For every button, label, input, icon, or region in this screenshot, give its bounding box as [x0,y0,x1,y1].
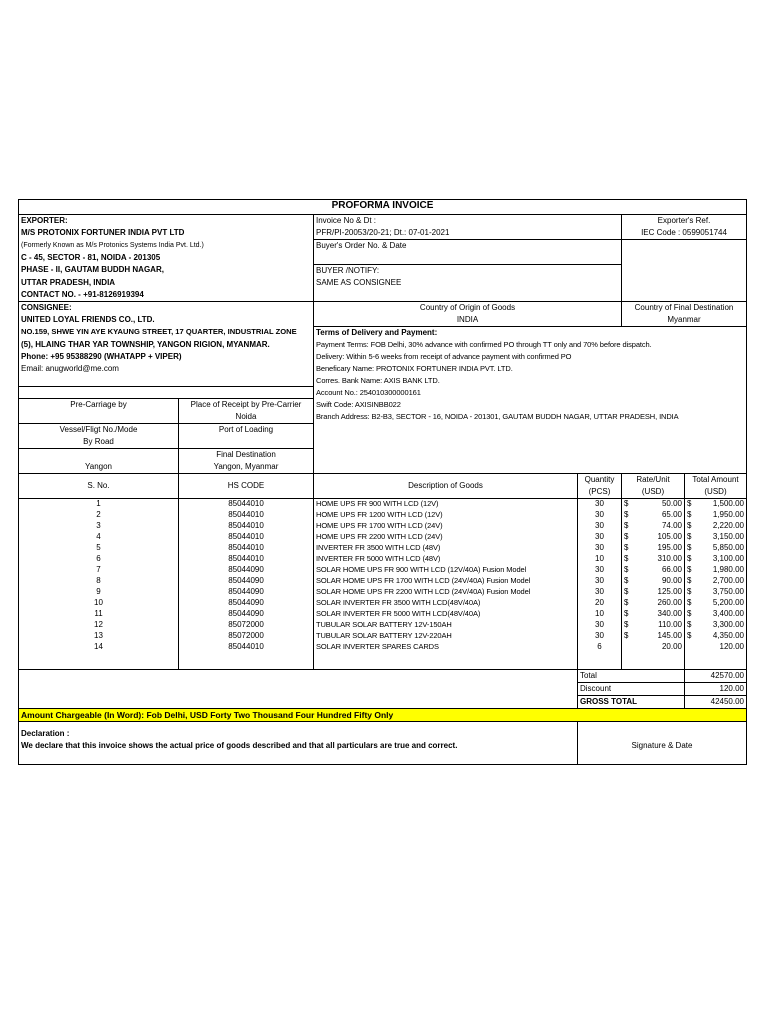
item-description: HOME UPS FR 1700 WITH LCD (24V) [314,521,578,532]
bank-name: Corres. Bank Name: AXIS BANK LTD. [314,375,747,387]
item-amount: $ 1,980.00 [685,565,747,576]
item-hs-code: 85044090 [179,609,314,620]
item-rate: $ 125.00 [622,587,685,598]
account-number: Account No.: 254010300000161 [314,387,747,399]
item-amount: $ 5,200.00 [685,598,747,609]
exporter-ref-label: Exporter's Ref. [622,215,747,228]
item-rate: $ 74.00 [622,521,685,532]
item-quantity: 30 [578,510,622,521]
origin-value: INDIA [314,314,622,327]
proforma-invoice-sheet [18,199,746,765]
item-hs-code: 85072000 [179,631,314,642]
table-row [19,532,747,543]
column-header-rate: Rate/Unit [622,474,685,487]
currency-symbol: $ [687,499,692,508]
table-row [19,565,747,576]
item-quantity: 30 [578,499,622,511]
destination-value: Myanmar [622,314,747,327]
table-row [19,521,747,532]
branch-address: Branch Address: B2-B3, SECTOR - 16, NOIDA - 201301, GAUTAM BUDDH NAGAR, UTTAR PRADESH, INDIA [314,411,747,424]
column-header-rate-unit: (USD) [622,486,685,499]
item-amount: $ 3,300.00 [685,620,747,631]
item-amount: $ 3,100.00 [685,554,747,565]
item-hs-code: 85044010 [179,510,314,521]
consignee-address-1: NO.159, SHWE YIN AYE KYAUNG STREET, 17 QUARTER, INDUSTRIAL ZONE [19,326,314,339]
item-description: SOLAR INVERTER FR 5000 WITH LCD(48V/40A) [314,609,578,620]
exporter-contact: CONTACT NO. - +91-8126919394 [19,289,314,302]
column-header-sno: S. No. [19,474,179,499]
item-rate: $ 65.00 [622,510,685,521]
declaration-text: We declare that this invoice shows the actual price of goods described and that all particulars are true and correct. [19,740,578,752]
item-sno: 11 [19,609,179,620]
buyer-notify-value: SAME AS CONSIGNEE [314,277,622,289]
buyer-order-label: Buyer's Order No. & Date [314,240,622,253]
exporter-heading: EXPORTER: [19,215,314,228]
item-rate: $ 90.00 [622,576,685,587]
item-sno: 1 [19,499,179,511]
item-quantity: 30 [578,532,622,543]
item-rate: $ 50.00 [622,499,685,511]
column-header-quantity-unit: (PCS) [578,486,622,499]
table-row [19,576,747,587]
invoice-table [18,199,747,765]
final-destination-value: Yangon, Myanmar [179,461,314,474]
document-title: PROFORMA INVOICE [19,200,747,215]
total-label: Total [578,670,685,683]
item-hs-code: 85044010 [179,532,314,543]
item-sno: 6 [19,554,179,565]
item-hs-code: 85044090 [179,565,314,576]
payment-terms: Payment Terms: FOB Delhi, 30% advance with confirmed PO through TT only and 70% before dispatch. [314,339,747,351]
item-hs-code: 85044010 [179,543,314,554]
item-amount: $ 4,350.00 [685,631,747,642]
item-rows [19,499,747,654]
item-quantity: 20 [578,598,622,609]
discount-label: Discount [578,683,685,696]
item-sno: 13 [19,631,179,642]
item-hs-code: 85044010 [179,554,314,565]
currency-symbol: $ [624,499,629,508]
item-quantity: 30 [578,631,622,642]
item-rate: $ 260.00 [622,598,685,609]
buyer-order-value [314,252,622,264]
table-row [19,620,747,631]
item-hs-code: 85044090 [179,598,314,609]
item-hs-code: 85044010 [179,642,314,653]
buyer-notify-label: BUYER /NOTIFY: [314,264,622,277]
invoice-label: Invoice No & Dt : [314,215,622,228]
gross-total-value: 42450.00 [685,696,747,709]
invoice-number: PFR/PI-20053/20-21; Dt.: 07-01-2021 [314,227,622,240]
item-rate: $ 110.00 [622,620,685,631]
vessel-label: Vessel/Fligt No./Mode [19,424,179,437]
column-header-hs: HS CODE [179,474,314,499]
table-row [19,587,747,598]
table-row [19,510,747,521]
item-sno: 8 [19,576,179,587]
item-sno: 2 [19,510,179,521]
item-description: TUBULAR SOLAR BATTERY 12V-220AH [314,631,578,642]
item-rate: $ 105.00 [622,532,685,543]
destination-label: Country of Final Destination [622,301,747,314]
item-quantity: 30 [578,565,622,576]
column-header-description: Description of Goods [314,474,578,499]
item-sno: 14 [19,642,179,653]
item-rate: $ 145.00 [622,631,685,642]
gross-total-label: GROSS TOTAL [578,696,685,709]
item-amount: $ 1,950.00 [685,510,747,521]
item-quantity: 30 [578,576,622,587]
exporter-address-3: UTTAR PRADESH, INDIA [19,277,314,289]
item-amount: $ 2,220.00 [685,521,747,532]
item-description: SOLAR INVERTER SPARES CARDS [314,642,578,653]
table-row [19,499,747,511]
item-description: INVERTER FR 3500 WITH LCD (48V) [314,543,578,554]
item-rate: $ 195.00 [622,543,685,554]
item-quantity: 30 [578,587,622,598]
column-header-quantity: Quantity [578,474,622,487]
origin-label: Country of Origin of Goods [314,301,622,314]
item-hs-code: 85044090 [179,587,314,598]
delivery-terms: Delivery: Within 5-6 weeks from receipt of advance payment with confirmed PO [314,351,747,363]
total-value: 42570.00 [685,670,747,683]
table-row [19,642,747,653]
table-row [19,609,747,620]
item-description: INVERTER FR 5000 WITH LCD (48V) [314,554,578,565]
exporter-name: M/S PROTONIX FORTUNER INDIA PVT LTD [19,227,314,240]
table-row [19,598,747,609]
exporter-former-name: (Formerly Known as M/s Protonics Systems India Pvt. Ltd.) [19,240,314,253]
item-amount: $ 2,700.00 [685,576,747,587]
item-description: TUBULAR SOLAR BATTERY 12V-150AH [314,620,578,631]
item-amount: $ 5,850.00 [685,543,747,554]
item-rate: $ 310.00 [622,554,685,565]
item-hs-code: 85072000 [179,620,314,631]
item-hs-code: 85044010 [179,521,314,532]
item-rate: $ 66.00 [622,565,685,576]
item-description: SOLAR INVERTER FR 3500 WITH LCD(48V/40A) [314,598,578,609]
item-amount: 120.00 [685,642,747,653]
item-description: SOLAR HOME UPS FR 1700 WITH LCD (24V/40A) Fusion Model [314,576,578,587]
table-row [19,543,747,554]
column-header-amount: Total Amount [685,474,747,487]
table-row [19,631,747,642]
item-description: SOLAR HOME UPS FR 2200 WITH LCD (24V/40A) Fusion Model [314,587,578,598]
column-header-amount-unit: (USD) [685,486,747,499]
item-sno: 10 [19,598,179,609]
item-description: HOME UPS FR 1200 WITH LCD (12V) [314,510,578,521]
exporter-address-2: PHASE - II, GAUTAM BUDDH NAGAR, [19,264,314,277]
consignee-address-2: (5), HLAING THAR YAR TOWNSHIP, YANGON RIGION, MYANMAR. [19,339,314,351]
item-sno: 5 [19,543,179,554]
item-sno: 12 [19,620,179,631]
item-sno: 7 [19,565,179,576]
item-quantity: 30 [578,521,622,532]
item-sno: 3 [19,521,179,532]
item-amount: $ 3,750.00 [685,587,747,598]
final-destination-label: Final Destination [179,449,314,462]
consignee-name: UNITED LOYAL FRIENDS CO., LTD. [19,314,314,327]
item-rate: $ 340.00 [622,609,685,620]
discount-value: 120.00 [685,683,747,696]
item-amount: $ 3,150.00 [685,532,747,543]
declaration-heading: Declaration : [19,728,578,740]
item-sno: 4 [19,532,179,543]
table-row [19,554,747,565]
item-description: SOLAR HOME UPS FR 900 WITH LCD (12V/40A) Fusion Model [314,565,578,576]
item-hs-code: 85044010 [179,499,314,511]
receipt-value: Noida [179,411,314,424]
iec-code: IEC Code : 0599051744 [622,227,747,240]
terms-heading: Terms of Delivery and Payment: [314,326,747,339]
vessel-value: By Road [19,436,179,449]
receipt-label: Place of Receipt by Pre-Carrier [179,399,314,412]
item-quantity: 10 [578,609,622,620]
consignee-email: Email: anugworld@me.com [19,363,314,375]
exporter-ref-blank [622,240,747,253]
item-rate: 20.00 [622,642,685,653]
pre-carriage-label: Pre-Carriage by [19,399,179,412]
consignee-phone: Phone: +95 95388290 (WHATAPP + VIPER) [19,351,314,363]
discharge-value: Yangon [19,461,179,474]
exporter-address-1: C - 45, SECTOR - 81, NOIDA - 201305 [19,252,314,264]
item-sno: 9 [19,587,179,598]
item-quantity: 10 [578,554,622,565]
beneficiary-name: Beneficary Name: PROTONIX FORTUNER INDIA PVT. LTD. [314,363,747,375]
consignee-heading: CONSIGNEE: [19,301,314,314]
item-quantity: 30 [578,620,622,631]
item-description: HOME UPS FR 900 WITH LCD (12V) [314,499,578,511]
item-quantity: 6 [578,642,622,653]
amount-in-words: Amount Chargeable (In Word): Fob Delhi, USD Forty Two Thousand Four Hundred Fifty Only [19,709,747,722]
swift-code: Swift Code: AXISINBB022 [314,399,747,412]
signature-date: Signature & Date [578,728,747,765]
loading-label: Port of Loading [179,424,314,437]
item-amount: $ 3,400.00 [685,609,747,620]
item-amount: $ 1,500.00 [685,499,747,511]
item-quantity: 30 [578,543,622,554]
item-description: HOME UPS FR 2200 WITH LCD (24V) [314,532,578,543]
item-hs-code: 85044090 [179,576,314,587]
